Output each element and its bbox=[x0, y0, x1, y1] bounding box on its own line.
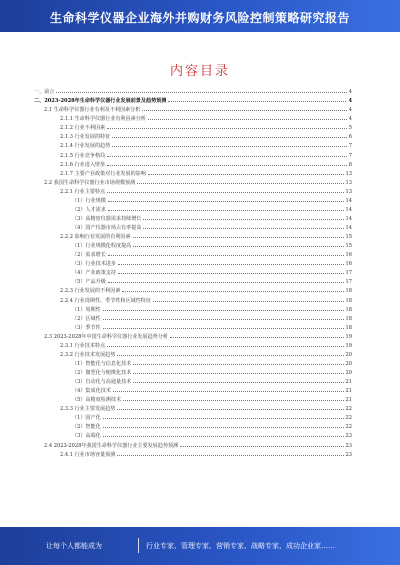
toc-entry-label: 2.3 2023-2028年中国生命科学仪器行业发展趋势分析 bbox=[44, 333, 168, 340]
toc-entry[interactable] bbox=[34, 340, 352, 349]
toc-entry-page: 20 bbox=[345, 351, 352, 358]
toc-leader-dots bbox=[133, 246, 343, 247]
toc-entry-label: 2.1.7 主要产业政策对行业发展的影响 bbox=[60, 170, 146, 177]
toc-entry[interactable] bbox=[34, 313, 352, 322]
toc-entry[interactable] bbox=[34, 140, 352, 149]
toc-entry-page: 20 bbox=[345, 370, 352, 376]
toc-entry-label: 2.3.1 行业技术特点 bbox=[60, 342, 106, 349]
toc-entry-page: 19 bbox=[345, 342, 352, 349]
toc-leader-dots bbox=[148, 119, 347, 120]
toc-entry-label: （3）自动化与高通量技术 bbox=[72, 379, 132, 386]
toc-entry[interactable] bbox=[34, 104, 352, 113]
toc-entry-page: 4 bbox=[348, 116, 352, 123]
footer-slogan-left: 让每个人都能成为 bbox=[46, 542, 102, 550]
toc-entry[interactable] bbox=[34, 304, 352, 313]
toc-entry-label: 2.3.2 行业技术发展趋势 bbox=[60, 351, 116, 358]
toc-entry[interactable] bbox=[34, 258, 352, 267]
toc-entry-label: （4）国产仪器市场占有率提高 bbox=[72, 225, 142, 231]
toc-leader-dots bbox=[108, 210, 344, 211]
toc-entry-page: 13 bbox=[345, 188, 352, 195]
toc-entry-label: （5）产品升级 bbox=[72, 279, 106, 286]
toc-heading: 内容目录 bbox=[169, 64, 230, 79]
toc-entry-label: 2.4.1 行业市场容量预测 bbox=[60, 451, 116, 458]
toc-entry-page: 5 bbox=[348, 125, 352, 132]
toc-leader-dots bbox=[103, 319, 344, 320]
toc-entry-page: 14 bbox=[345, 197, 352, 204]
toc-leader-dots bbox=[133, 382, 343, 383]
toc-leader-dots bbox=[113, 391, 344, 392]
toc-entry[interactable] bbox=[34, 204, 352, 213]
toc-entry-page: 18 bbox=[345, 324, 352, 331]
toc-entry-label: （1）行业规模 bbox=[72, 197, 106, 204]
toc-leader-dots bbox=[168, 101, 346, 102]
toc-entry[interactable] bbox=[34, 249, 352, 258]
toc-entry-label: 2.1.1 生命科学仪器行业有利因素分析 bbox=[60, 116, 146, 123]
toc-leader-dots bbox=[107, 156, 347, 157]
toc-entry-page: 14 bbox=[345, 215, 352, 222]
toc-entry[interactable] bbox=[34, 294, 352, 303]
toc-leader-dots bbox=[148, 174, 344, 175]
toc-entry-page: 4 bbox=[348, 89, 352, 96]
toc-entry-label: （3）高精密仪器需求持续增长 bbox=[72, 215, 142, 222]
toc-entry-page: 15 bbox=[345, 243, 352, 250]
toc-entry[interactable] bbox=[34, 213, 352, 222]
toc-leader-dots bbox=[103, 427, 344, 428]
toc-entry[interactable] bbox=[34, 186, 352, 195]
toc-entry-label: 2.2.2 影响行业发展的有利因素 bbox=[60, 234, 131, 241]
toc-entry[interactable] bbox=[34, 168, 352, 177]
toc-leader-dots bbox=[108, 201, 344, 202]
toc-entry-label: 2.1.3 行业发展的特征 bbox=[60, 134, 111, 141]
toc-entry-label: 2.2.1 行业主要特点 bbox=[60, 188, 106, 195]
toc-entry-page: 13 bbox=[345, 179, 352, 186]
toc-entry-page: 21 bbox=[345, 388, 352, 395]
toc-entry-label: 2.2.3 行业发展的不利因素 bbox=[60, 288, 121, 295]
toc-entry-label: （5）高精度检测技术 bbox=[72, 397, 122, 404]
toc-leader-dots bbox=[108, 282, 344, 283]
toc-leader-dots bbox=[143, 219, 343, 220]
toc-leader-dots bbox=[107, 128, 347, 129]
toc-entry-label: 2.4 2023-2028年我国生命科学仪器行业主要发展趋势预测 bbox=[44, 442, 179, 449]
toc-entry[interactable] bbox=[34, 131, 352, 140]
toc-leader-dots bbox=[137, 183, 343, 184]
toc-entry-label: 2.1.6 行业进入壁垒 bbox=[60, 161, 106, 168]
toc-entry-label: 2.3.3 行业主要发展趋势 bbox=[60, 406, 116, 413]
toc-entry[interactable] bbox=[34, 385, 352, 394]
toc-entry[interactable] bbox=[34, 149, 352, 158]
toc-entry-label: （2）区域性 bbox=[72, 315, 101, 322]
toc-leader-dots bbox=[118, 264, 344, 265]
toc-entry-label: 2.1 生命科学仪器行业有利及不利因素分析 bbox=[44, 107, 141, 114]
toc-entry-page: 18 bbox=[345, 288, 352, 295]
toc-entry[interactable] bbox=[34, 267, 352, 276]
toc-entry-label: （2）微型化与便携化技术 bbox=[72, 370, 132, 376]
toc-entry-label: （1）智能化与信息化技术 bbox=[72, 360, 132, 367]
toc-entry-label: 2.2.4 行业周期性、季节性和区域性特征 bbox=[60, 297, 151, 304]
toc-entry-page: 14 bbox=[345, 225, 352, 231]
toc-entry[interactable] bbox=[34, 322, 352, 331]
toc-entry[interactable] bbox=[34, 449, 352, 458]
toc-entry-page: 23 bbox=[345, 433, 352, 440]
toc-entry[interactable] bbox=[34, 403, 352, 412]
header-banner bbox=[0, 0, 400, 32]
toc-entry-page: 23 bbox=[345, 442, 352, 449]
toc-entry[interactable] bbox=[34, 195, 352, 204]
footer-divider bbox=[138, 538, 139, 553]
report-title: 生命科学仪器企业海外并购财务风险控制策略研究报告 bbox=[49, 11, 350, 25]
toc-entry[interactable] bbox=[34, 222, 352, 231]
toc-entry-page: 13 bbox=[345, 170, 352, 177]
toc-entry[interactable] bbox=[34, 177, 352, 186]
toc-leader-dots bbox=[133, 373, 343, 374]
toc-entry-page: 17 bbox=[345, 279, 352, 286]
toc-entry[interactable] bbox=[34, 159, 352, 168]
toc-entry-label: 2.1.4 行业发展的趋势 bbox=[60, 143, 111, 150]
toc-leader-dots bbox=[117, 355, 343, 356]
toc-entry-label: （4）产业政策支持 bbox=[72, 270, 116, 277]
toc-leader-dots bbox=[107, 165, 347, 166]
toc-entry-page: 22 bbox=[345, 406, 352, 413]
toc-entry[interactable] bbox=[34, 86, 352, 95]
toc-entry-label: 2.1.5 行业竞争格局 bbox=[60, 152, 106, 159]
toc-entry-page: 7 bbox=[348, 143, 352, 150]
toc-leader-dots bbox=[56, 92, 346, 93]
toc-entry[interactable] bbox=[34, 367, 352, 376]
toc-entry-label: 2.2 我国生命科学仪器行业市场规模预测 bbox=[44, 179, 136, 186]
toc-leader-dots bbox=[123, 400, 343, 401]
toc-leader-dots bbox=[112, 146, 347, 147]
toc-entry[interactable] bbox=[34, 113, 352, 122]
toc-entry-label: （3）季节性 bbox=[72, 324, 101, 331]
toc-entry[interactable] bbox=[34, 349, 352, 358]
toc-leader-dots bbox=[107, 192, 343, 193]
footer-slogan-right: 行业专家、管理专家、营销专家、战略专家、成功企业家…… bbox=[146, 542, 335, 550]
toc-entry-label: （2）人才需求 bbox=[72, 206, 106, 213]
table-of-contents bbox=[34, 86, 352, 458]
toc-entry-page: 4 bbox=[348, 107, 352, 114]
toc-entry-page: 14 bbox=[345, 206, 352, 213]
footer-banner bbox=[0, 527, 400, 565]
toc-entry-page: 8 bbox=[348, 161, 352, 168]
toc-entry-page: 23 bbox=[345, 451, 352, 458]
toc-entry-page: 17 bbox=[345, 270, 352, 277]
toc-leader-dots bbox=[180, 446, 343, 447]
toc-entry[interactable] bbox=[34, 412, 352, 421]
toc-entry-page: 22 bbox=[345, 424, 352, 431]
toc-leader-dots bbox=[117, 409, 343, 410]
toc-entry-label: 2.1.2 行业不利因素 bbox=[60, 125, 106, 132]
toc-entry[interactable] bbox=[34, 430, 352, 439]
toc-entry-page: 4 bbox=[348, 98, 352, 105]
toc-entry[interactable] bbox=[34, 231, 352, 240]
toc-entry-page: 15 bbox=[345, 234, 352, 241]
toc-entry-page: 16 bbox=[345, 252, 352, 259]
toc-leader-dots bbox=[133, 364, 343, 365]
toc-entry[interactable] bbox=[34, 276, 352, 285]
toc-entry-page: 20 bbox=[345, 360, 352, 367]
toc-entry[interactable] bbox=[34, 95, 352, 104]
toc-entry-page: 18 bbox=[345, 315, 352, 322]
toc-entry-label: （2）需求增长 bbox=[72, 252, 106, 259]
toc-leader-dots bbox=[103, 328, 344, 329]
toc-entry[interactable] bbox=[34, 358, 352, 367]
toc-leader-dots bbox=[143, 228, 343, 229]
toc-leader-dots bbox=[153, 301, 344, 302]
toc-entry-page: 7 bbox=[348, 152, 352, 159]
toc-leader-dots bbox=[103, 418, 344, 419]
toc-entry-label: （4）集成化技术 bbox=[72, 388, 111, 395]
toc-leader-dots bbox=[133, 237, 344, 238]
toc-entry[interactable] bbox=[34, 439, 352, 448]
toc-entry-label: （3）行业技术进步 bbox=[72, 261, 116, 268]
toc-leader-dots bbox=[103, 436, 344, 437]
toc-entry[interactable] bbox=[34, 394, 352, 403]
toc-entry-label: 一、前言 bbox=[34, 89, 55, 96]
toc-entry-page: 22 bbox=[345, 415, 352, 422]
toc-entry-label: （2）智能化 bbox=[72, 424, 101, 431]
toc-leader-dots bbox=[117, 455, 343, 456]
toc-leader-dots bbox=[107, 346, 343, 347]
toc-entry[interactable] bbox=[34, 376, 352, 385]
toc-entry-page: 21 bbox=[345, 397, 352, 404]
toc-entry-label: （1）周期性 bbox=[72, 306, 101, 313]
toc-leader-dots bbox=[118, 273, 344, 274]
toc-entry[interactable] bbox=[34, 285, 352, 294]
toc-entry-page: 6 bbox=[348, 134, 352, 141]
toc-entry-label: （1）国产化 bbox=[72, 415, 101, 422]
toc-entry[interactable] bbox=[34, 421, 352, 430]
toc-entry-page: 19 bbox=[345, 333, 352, 340]
toc-leader-dots bbox=[108, 255, 344, 256]
toc-leader-dots bbox=[103, 310, 344, 311]
toc-entry-page: 16 bbox=[345, 261, 352, 268]
toc-entry[interactable] bbox=[34, 240, 352, 249]
toc-entry-label: （3）高端化 bbox=[72, 433, 101, 440]
toc-entry-page: 21 bbox=[345, 379, 352, 386]
toc-entry-page: 18 bbox=[345, 306, 352, 313]
toc-entry-label: （1）行业规模化程度提高 bbox=[72, 243, 132, 250]
toc-entry[interactable] bbox=[34, 122, 352, 131]
toc-leader-dots bbox=[112, 137, 347, 138]
toc-leader-dots bbox=[170, 337, 344, 338]
toc-entry-page: 18 bbox=[345, 297, 352, 304]
toc-leader-dots bbox=[122, 291, 343, 292]
toc-entry-label: 二、2023-2028年生命科学仪器行业发展前景及趋势预测 bbox=[34, 98, 167, 105]
toc-leader-dots bbox=[142, 110, 346, 111]
toc-entry[interactable] bbox=[34, 331, 352, 340]
